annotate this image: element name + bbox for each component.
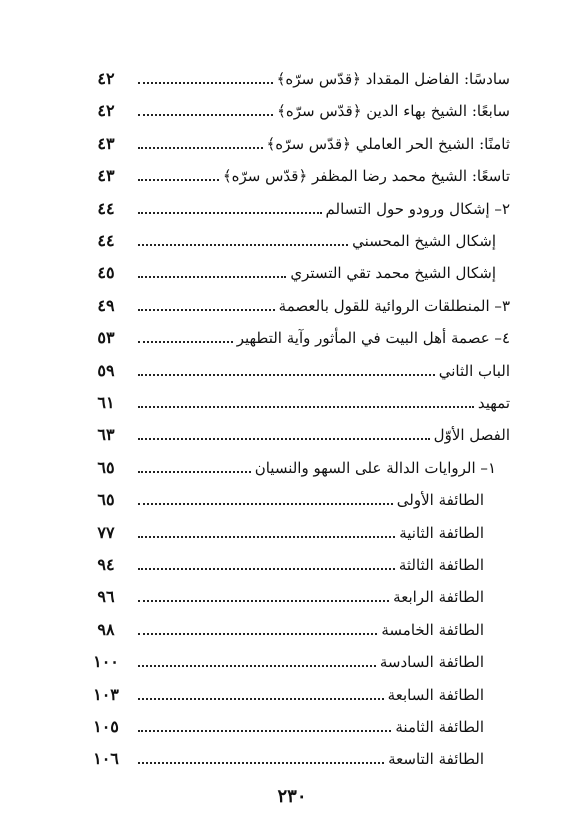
- toc-entry: [80, 289, 510, 319]
- toc-entry-page: ١٠٥: [93, 717, 119, 736]
- toc-entry: [80, 127, 510, 157]
- toc-entry-title: الطائفة الرابعة: [393, 588, 484, 607]
- toc-entry-title: تمهيد: [477, 394, 510, 412]
- dot-leader: [138, 438, 430, 440]
- toc-entry: [80, 580, 510, 610]
- toc-entry: [80, 710, 510, 740]
- toc-entry-title: الطائفة السابعة: [387, 685, 484, 704]
- dot-leader: [138, 114, 273, 116]
- toc-entry-title: الباب الثاني: [438, 361, 510, 380]
- toc-entry-title: الطائفة الثامنة: [395, 718, 484, 736]
- toc-entry: [80, 516, 510, 546]
- dot-leader: [138, 406, 474, 408]
- dot-leader: [138, 762, 384, 764]
- toc-entry-page: ٤٣: [97, 166, 115, 186]
- toc-entry: [80, 256, 510, 286]
- toc-entry-title: الفصل الأوّل: [433, 426, 510, 445]
- toc-entry-page: ١٠٠: [93, 652, 119, 672]
- toc-entry-page: ٤٢: [97, 101, 115, 121]
- dot-leader: [138, 212, 322, 214]
- dot-leader: [138, 244, 348, 246]
- toc-entry: [80, 645, 510, 675]
- toc-entry: [80, 613, 510, 643]
- toc-entry-page: ٤٥: [97, 263, 115, 283]
- toc-entry-title: الطائفة التاسعة: [388, 750, 484, 769]
- toc-entry-title: ثامنًا: الشيخ الحر العاملي ﴿قدّس سرّه﴾: [266, 134, 510, 153]
- toc-entry-title: الطائفة الخامسة: [381, 620, 484, 639]
- toc-entry-title: ٣– المنطلقات الروائية للقول بالعصمة: [278, 296, 510, 315]
- toc-entry-title: إشكال الشيخ محمد تقي التستري: [290, 264, 496, 283]
- dot-leader: [138, 536, 395, 538]
- toc-entry-page: ٦٥: [97, 490, 115, 510]
- toc-entry: [80, 94, 510, 124]
- toc-entry: [80, 354, 510, 384]
- toc-entry-title: الطائفة السادسة: [379, 653, 484, 672]
- toc-entry-page: ٤٤: [97, 231, 115, 250]
- dot-leader: [138, 147, 263, 149]
- toc-entry: [80, 321, 510, 351]
- toc-entry-page: ٦٣: [97, 425, 115, 445]
- toc-entry-page: ٩٤: [97, 555, 115, 574]
- toc-entry: [80, 192, 510, 222]
- toc-entry-page: ٤٤: [97, 198, 115, 218]
- dot-leader: [138, 341, 233, 343]
- toc-entry-page: ٩٨: [97, 619, 115, 639]
- toc-entry: [80, 62, 510, 92]
- toc-entry: [80, 224, 510, 254]
- dot-leader: [138, 503, 393, 505]
- toc-entry: [80, 678, 510, 708]
- toc-entry-title: ٢– إشكال ورودو حول التسالم: [325, 199, 510, 218]
- toc-entry-title: ٤– عصمة أهل البيت في المأثور وآية التطهير: [236, 329, 510, 348]
- dot-leader: [138, 633, 377, 635]
- toc-entry: [80, 742, 510, 772]
- toc-entry-page: ١٠٦: [93, 749, 119, 769]
- toc-entry-page: ٧٧: [97, 522, 115, 542]
- dot-leader: [138, 568, 395, 570]
- toc-entry: [80, 386, 510, 416]
- toc-entry-page: ٤٩: [97, 295, 115, 315]
- toc-entry-page: ٦١: [97, 393, 115, 412]
- dot-leader: [138, 82, 273, 84]
- toc-entry: [80, 418, 510, 448]
- toc-entry-page: ٤٢: [97, 69, 115, 88]
- toc-entry-title: ١– الروايات الدالة على السهو والنسيان: [254, 458, 496, 477]
- toc-entry-page: ٥٩: [97, 360, 115, 380]
- toc-entry: [80, 548, 510, 578]
- dot-leader: [138, 698, 384, 700]
- toc-entry: [80, 159, 510, 189]
- dot-leader: [138, 276, 286, 278]
- dot-leader: [138, 471, 251, 473]
- toc-entry-title: الطائفة الثانية: [399, 523, 484, 542]
- toc-entry-title: سابعًا: الشيخ بهاء الدين ﴿قدّس سرّه﴾: [277, 102, 510, 121]
- toc-entry-page: ٥٣: [97, 328, 115, 348]
- toc-entry-page: ١٠٣: [93, 684, 119, 704]
- toc-entry-title: الطائفة الأولى: [396, 491, 484, 510]
- toc-entry-page: ٤٣: [97, 133, 115, 153]
- toc-entry-page: ٦٥: [97, 457, 115, 477]
- dot-leader: [138, 665, 376, 667]
- toc-entry: [80, 483, 510, 513]
- dot-leader: [138, 730, 391, 732]
- toc-entry-title: تاسعًا: الشيخ محمد رضا المظفر ﴿قدّس سرّه﴾: [222, 167, 510, 186]
- page-number: ٢٣٠: [277, 786, 307, 807]
- toc-entry: [80, 451, 510, 481]
- toc-entry-title: الطائفة الثالثة: [398, 556, 484, 574]
- dot-leader: [138, 374, 435, 376]
- dot-leader: [138, 179, 219, 181]
- dot-leader: [138, 600, 389, 602]
- toc-entry-page: ٩٦: [97, 587, 115, 607]
- toc-entry-title: إشكال الشيخ المحسني: [352, 232, 496, 250]
- toc-entry-title: سادسًا: الفاضل المقداد ﴿قدّس سرّه﴾: [276, 70, 510, 88]
- dot-leader: [138, 309, 275, 311]
